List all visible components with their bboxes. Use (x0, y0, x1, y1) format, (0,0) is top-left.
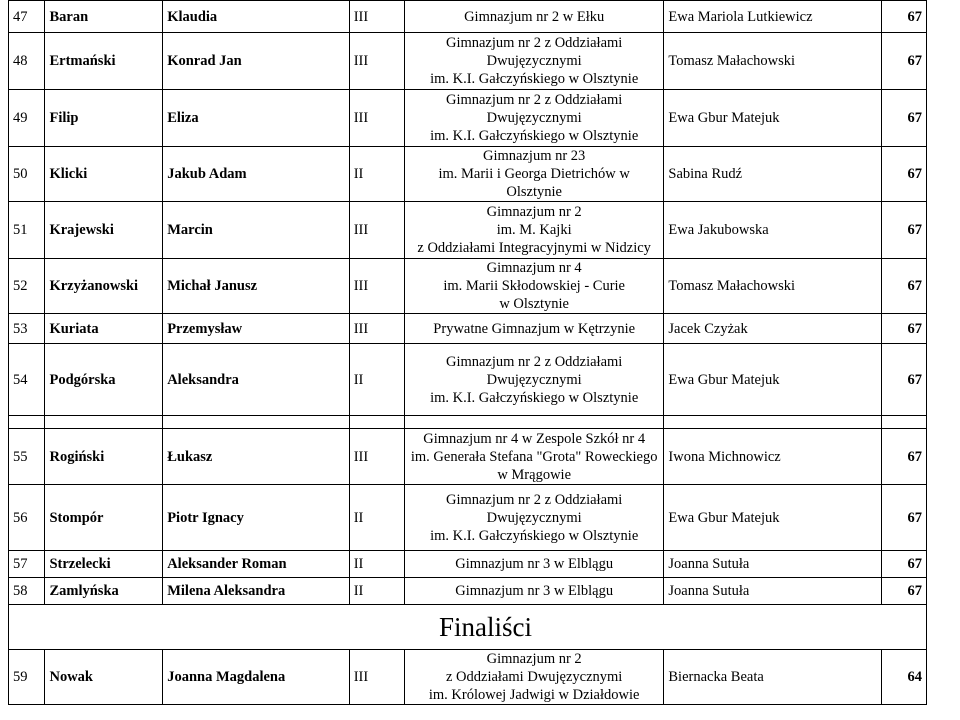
table-row (9, 90, 927, 147)
table-row (9, 33, 927, 90)
table-row (9, 578, 927, 605)
school-line: im. M. Kajki (496, 222, 572, 238)
teacher-name: Ewa Gbur Matejuk (664, 485, 882, 551)
student-class: III (349, 90, 404, 147)
student-name: Joanna Magdalena (163, 650, 350, 705)
points: 67 (882, 33, 927, 90)
student-name: Aleksander Roman (163, 551, 350, 578)
teacher-name: Tomasz Małachowski (664, 33, 882, 90)
student-surname: Stompór (45, 485, 163, 551)
school-line: im. Generała Stefana "Grota" Roweckiego (410, 448, 658, 465)
school-line: Gimnazjum nr 2 z Oddziałami (445, 92, 623, 108)
school-line: im. K.I. Gałczyńskiego w Olsztynie (430, 389, 639, 406)
school-name (404, 202, 663, 259)
student-surname: Nowak (45, 650, 163, 705)
student-surname: Filip (45, 90, 163, 147)
points: 64 (882, 650, 927, 705)
school-line: z Oddziałami Integracyjnymi w Nidzicy (417, 240, 651, 256)
school-line: Gimnazjum nr 2 z Oddziałami (445, 491, 623, 508)
school-line: w Mrągowie (497, 466, 572, 483)
points: 67 (882, 259, 927, 314)
row-number: 54 (9, 344, 45, 416)
table-row (9, 344, 927, 416)
school-line: Gimnazjum nr 23 (483, 148, 586, 164)
finalists-heading-cell (9, 605, 927, 650)
table-row (9, 1, 927, 33)
school-name (404, 344, 663, 416)
school-line: Dwujęzycznymi (486, 53, 582, 69)
school-line: im. Marii Skłodowskiej - Curie (443, 278, 625, 294)
row-number: 47 (9, 1, 45, 33)
table-row (9, 314, 927, 344)
points: 67 (882, 314, 927, 344)
student-name: Aleksandra (163, 344, 350, 416)
student-surname: Klicki (45, 147, 163, 202)
school-line: z Oddziałami Dwujęzycznymi (445, 669, 623, 685)
student-class: II (349, 578, 404, 605)
student-surname: Kuriata (45, 314, 163, 344)
school-line: Gimnazjum nr 2 z Oddziałami (445, 35, 623, 51)
school-line: im. Marii i Georga Dietrichów w Olsztynie (438, 166, 630, 200)
teacher-name: Jacek Czyżak (664, 314, 882, 344)
student-class: II (349, 551, 404, 578)
student-surname: Krajewski (45, 202, 163, 259)
table-row (9, 551, 927, 578)
school-line: Gimnazjum nr 4 (486, 260, 582, 276)
teacher-name: Ewa Gbur Matejuk (664, 90, 882, 147)
table-row (9, 202, 927, 259)
results-table (8, 0, 927, 705)
student-name: Milena Aleksandra (163, 578, 350, 605)
row-number: 52 (9, 259, 45, 314)
teacher-name: Biernacka Beata (664, 650, 882, 705)
row-number: 56 (9, 485, 45, 551)
student-surname: Podgórska (45, 344, 163, 416)
student-name: Przemysław (163, 314, 350, 344)
school-name (404, 33, 663, 90)
teacher-name: Tomasz Małachowski (664, 259, 882, 314)
school-line: Gimnazjum nr 3 w Elblągu (455, 556, 614, 572)
student-name: Jakub Adam (163, 147, 350, 202)
school-line: Gimnazjum nr 2 z Oddziałami (445, 353, 623, 370)
school-name (404, 650, 663, 705)
table-row (9, 429, 927, 485)
school-name (404, 259, 663, 314)
student-surname: Baran (45, 1, 163, 33)
row-number: 59 (9, 650, 45, 705)
finalists-heading-row (9, 605, 927, 650)
row-number: 53 (9, 314, 45, 344)
student-class: III (349, 259, 404, 314)
row-number: 51 (9, 202, 45, 259)
row-number: 49 (9, 90, 45, 147)
points: 67 (882, 578, 927, 605)
table-row (9, 485, 927, 551)
school-line: Gimnazjum nr 3 w Elblągu (455, 583, 614, 599)
table-row (9, 147, 927, 202)
school-line: Gimnazjum nr 2 (486, 204, 582, 220)
student-class: II (349, 485, 404, 551)
row-number: 55 (9, 429, 45, 485)
school-name (404, 429, 663, 485)
school-name (404, 314, 663, 344)
student-class: II (349, 344, 404, 416)
school-line: Gimnazjum nr 4 w Zespole Szkół nr 4 (423, 430, 646, 447)
table-row (9, 650, 927, 705)
school-line: w Olsztynie (499, 296, 569, 312)
school-name (404, 1, 663, 33)
student-class: III (349, 429, 404, 485)
student-name: Eliza (163, 90, 350, 147)
points: 67 (882, 90, 927, 147)
school-name (404, 90, 663, 147)
student-class: III (349, 202, 404, 259)
teacher-name: Iwona Michnowicz (664, 429, 882, 485)
student-surname: Zamlyńska (45, 578, 163, 605)
row-number: 48 (9, 33, 45, 90)
spacer-row (9, 416, 927, 429)
school-name (404, 147, 663, 202)
student-name: Klaudia (163, 1, 350, 33)
student-name: Konrad Jan (163, 33, 350, 90)
school-name (404, 551, 663, 578)
student-name: Piotr Ignacy (163, 485, 350, 551)
student-name: Łukasz (163, 429, 350, 485)
student-class: III (349, 33, 404, 90)
school-name (404, 578, 663, 605)
points: 67 (882, 551, 927, 578)
student-class: III (349, 1, 404, 33)
row-number: 50 (9, 147, 45, 202)
row-number: 57 (9, 551, 45, 578)
teacher-name: Ewa Gbur Matejuk (664, 344, 882, 416)
teacher-name: Joanna Sutuła (664, 578, 882, 605)
teacher-name: Ewa Mariola Lutkiewicz (664, 1, 882, 33)
finalists-heading: Finaliści (439, 612, 532, 642)
student-name: Michał Janusz (163, 259, 350, 314)
student-surname: Strzelecki (45, 551, 163, 578)
points: 67 (882, 429, 927, 485)
table-row (9, 259, 927, 314)
row-number: 58 (9, 578, 45, 605)
points: 67 (882, 485, 927, 551)
school-line: Gimnazjum nr 2 w Ełku (464, 8, 605, 25)
school-line: Dwujęzycznymi (486, 110, 582, 126)
school-line: im. K.I. Gałczyńskiego w Olsztynie (430, 527, 639, 544)
school-line: Dwujęzycznymi (486, 371, 582, 388)
school-line: Dwujęzycznymi (486, 509, 582, 526)
points: 67 (882, 344, 927, 416)
points: 67 (882, 1, 927, 33)
points: 67 (882, 202, 927, 259)
student-surname: Krzyżanowski (45, 259, 163, 314)
teacher-name: Joanna Sutuła (664, 551, 882, 578)
student-class: II (349, 147, 404, 202)
student-name: Marcin (163, 202, 350, 259)
school-name (404, 485, 663, 551)
school-line: im. K.I. Gałczyńskiego w Olsztynie (430, 128, 639, 144)
points: 67 (882, 147, 927, 202)
student-class: III (349, 314, 404, 344)
school-line: Prywatne Gimnazjum w Kętrzynie (433, 320, 636, 337)
student-surname: Rogiński (45, 429, 163, 485)
school-line: Gimnazjum nr 2 (486, 651, 582, 667)
school-line: im. K.I. Gałczyńskiego w Olsztynie (430, 71, 639, 87)
teacher-name: Sabina Rudź (664, 147, 882, 202)
teacher-name: Ewa Jakubowska (664, 202, 882, 259)
student-class: III (349, 650, 404, 705)
school-line: im. Królowej Jadwigi w Działdowie (428, 687, 640, 703)
student-surname: Ertmański (45, 33, 163, 90)
